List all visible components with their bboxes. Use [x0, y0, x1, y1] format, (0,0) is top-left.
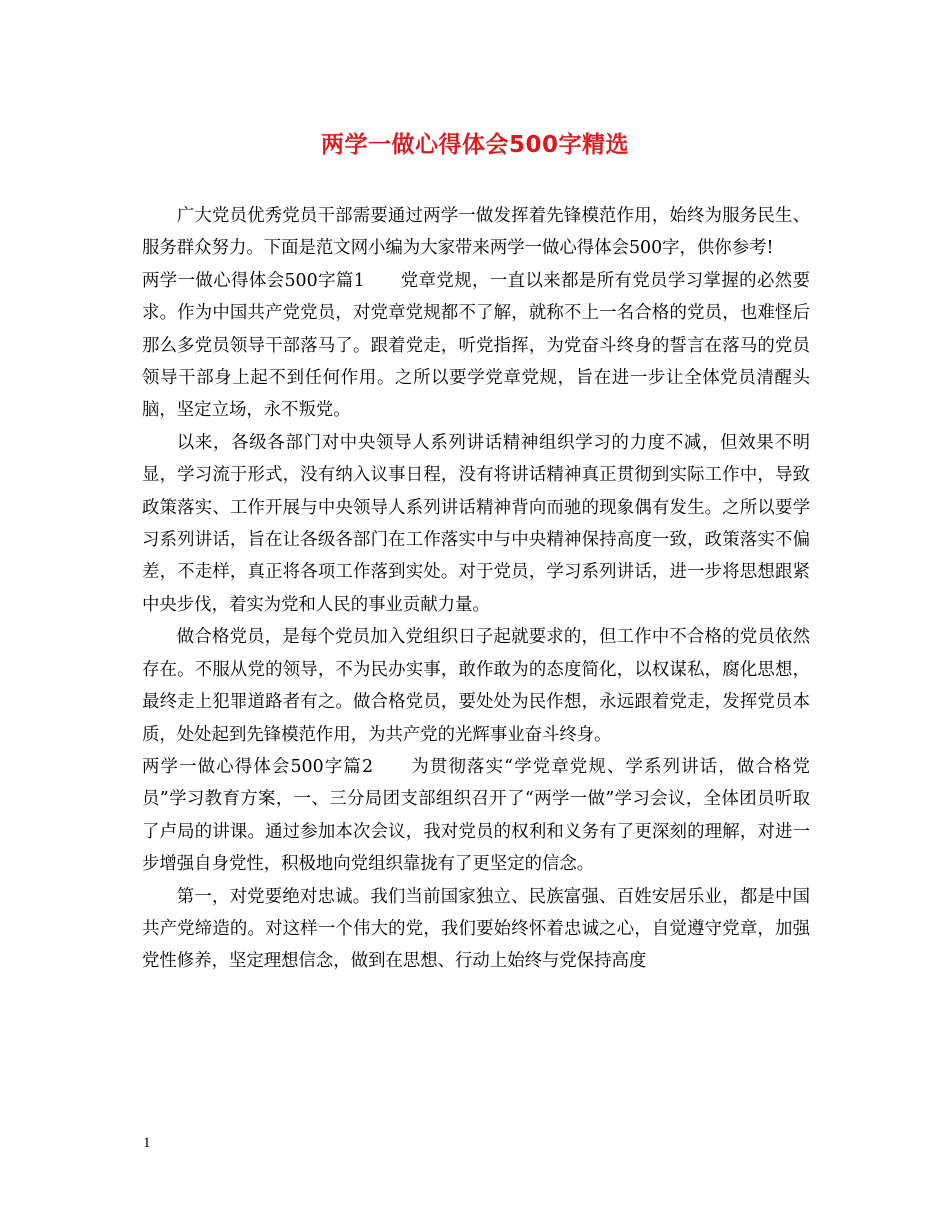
paragraph-section-1: 两学一做心得体会500字篇1 党章党规，一直以来都是所有党员学习掌握的必然要求。作为中国共产党党员，对党章党规都不了解，就称不上一名合格的党员，也难怪后那么多党员领导干部落马了。跟着党走，听党指挥，为党奋斗终身的誓言在落马的党员领导干部身上起不到任何作用。之所以要学党章党规，旨在进一步让全体党员清醒头脑，坚定立场，永不叛党。	[142, 270, 810, 421]
document-title: 两学一做心得体会500字精选	[320, 132, 629, 158]
paragraph-qualified-member: 做合格党员，是每个党员加入党组织日子起就要求的，但工作中不合格的党员依然存在。不服从党的领导，不为民办实事，敢作敢为的态度简化，以权谋私，腐化思想，最终走上犯罪道路者有之。做合格党员，要处处为民作想，永远跟着党走，发挥党员本质，处处起到先锋模范作用，为共产党的光辉事业奋斗终身。	[142, 627, 810, 745]
paragraph-study-speeches: 以来，各级各部门对中央领导人系列讲话精神组织学习的力度不减，但效果不明显，学习流于形式，没有纳入议事日程，没有将讲话精神真正贯彻到实际工作中，导致政策落实、工作开展与中央领导人系列讲话精神背向而驰的现象偶有发生。之所以要学习系列讲话，旨在让各级各部门在工作落实中与中央精神保持高度一致，政策落实不偏差，不走样，真正将各项工作落到实处。对于党员，学习系列讲话，进一步将思想跟紧中央步伐，着实为党和人民的事业贡献力量。	[142, 432, 810, 615]
paragraph-intro: 广大党员优秀党员干部需要通过两学一做发挥着先锋模范作用，始终为服务民生、服务群众努力。下面是范文网小编为大家带来两学一做心得体会500字，供你参考!	[142, 206, 810, 259]
document-body	[142, 200, 810, 978]
paragraph-section-2: 两学一做心得体会500字篇2 为贯彻落实“学党章党规、学系列讲话，做合格党员”学习教育方案，一、三分局团支部组织召开了“两学一做”学习会议，全体团员听取了卢局的讲课。通过参加本次会议，我对党员的权利和义务有了更深刻的理解，对进一步增强自身党性，积极地向党组织靠拢有了更坚定的信念。	[142, 756, 810, 875]
paragraph-loyalty: 第一，对党要绝对忠诚。我们当前国家独立、民族富强、百姓安居乐业，都是中国共产党缔造的。对这样一个伟大的党，我们要始终怀着忠诚之心，自觉遵守党章，加强党性修养，坚定理想信念，做到在思想、行动上始终与党保持高度	[142, 886, 810, 972]
page-number: 1	[143, 1135, 151, 1151]
